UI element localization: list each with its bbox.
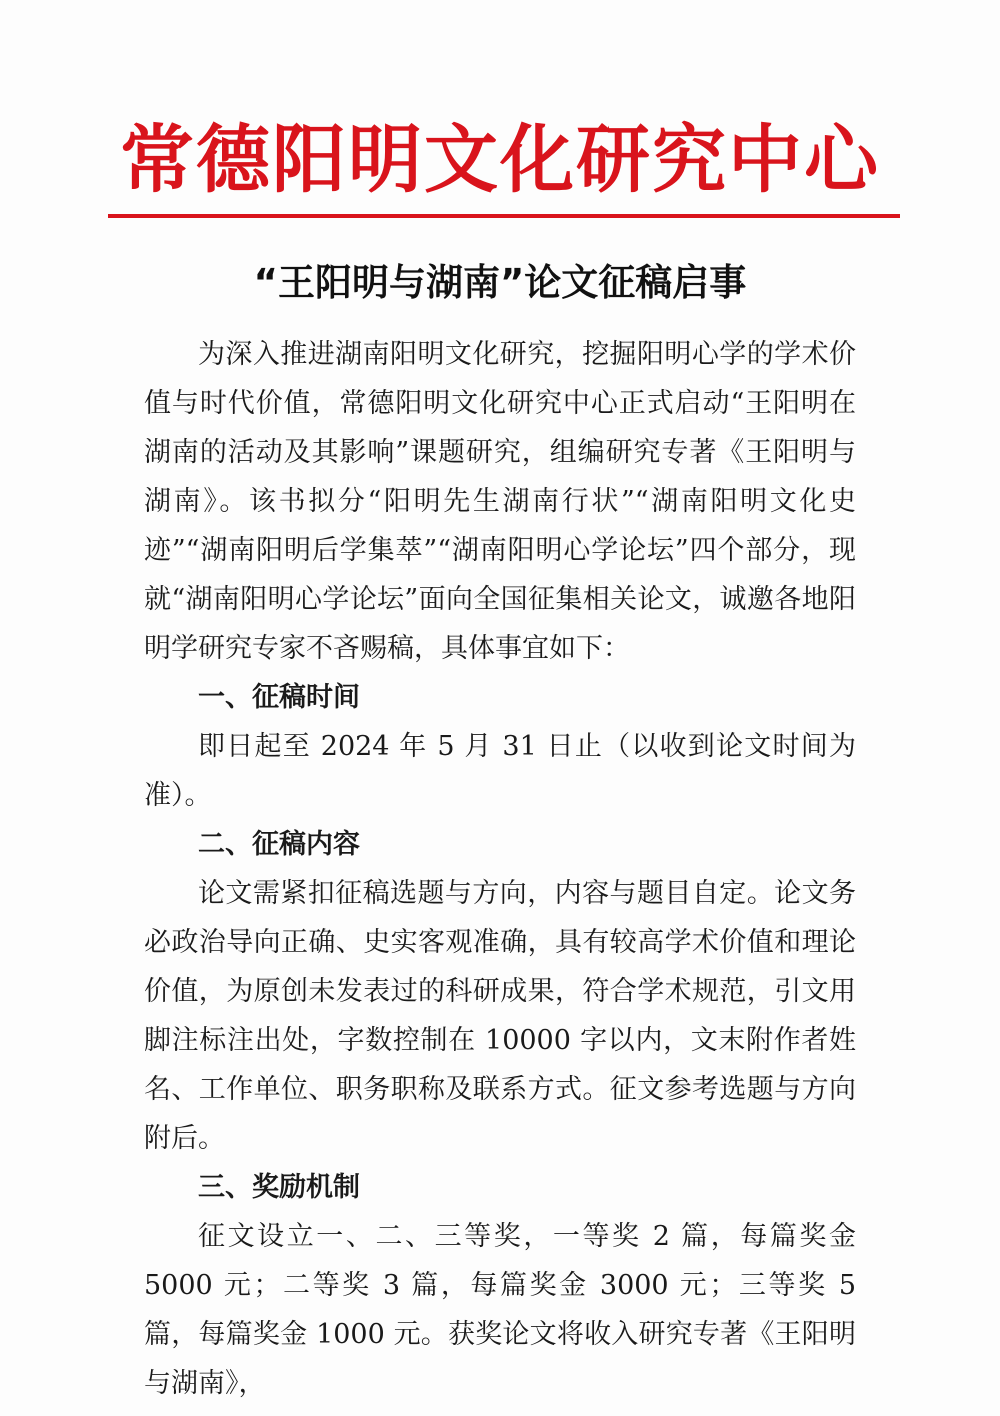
section-heading-awards: 三、奖励机制: [198, 1172, 360, 1203]
section-text-time: 即日起至 2024 年 5 月 31 日止（以收到论文时间为准）。: [144, 731, 856, 811]
section-heading-time: 一、征稿时间: [198, 682, 360, 713]
document-body: [144, 330, 856, 1408]
section-text-awards: 征文设立一、二、三等奖，一等奖 2 篇，每篇奖金 5000 元；二等奖 3 篇，每篇奖金 3000 元；三等奖 5 篇，每篇奖金 1000 元。获奖论文将收入研究专著《王阳明与湖南》，: [144, 1221, 856, 1399]
letterhead-red-rule: [108, 214, 900, 218]
document-title: “王阳明与湖南”论文征稿启事: [253, 261, 747, 304]
section-text-content: 论文需紧扣征稿选题与方向，内容与题目自定。论文务必政治导向正确、史实客观准确，具有较高学术价值和理论价值，为原创未发表过的科研成果，符合学术规范，引文用脚注标注出处，字数控制在 10000 字以内，文末附作者姓名、工作单位、职务职称及联系方式。征文参考选题与方向附后。: [144, 878, 856, 1154]
intro-paragraph: 为深入推进湖南阳明文化研究，挖掘阳明心学的学术价值与时代价值，常德阳明文化研究中心正式启动“王阳明在湖南的活动及其影响”课题研究，组编研究专著《王阳明与湖南》。该书拟分“阳明先生湖南行状”“湖南阳明文化史迹”“湖南阳明后学集萃”“湖南阳明心学论坛”四个部分，现就“湖南阳明心学论坛”面向全国征集相关论文，诚邀各地阳明学研究专家不吝赐稿，具体事宜如下：: [144, 339, 856, 664]
letterhead-org-name: 常德阳明文化研究中心: [120, 117, 880, 203]
section-heading-content: 二、征稿内容: [198, 829, 360, 860]
